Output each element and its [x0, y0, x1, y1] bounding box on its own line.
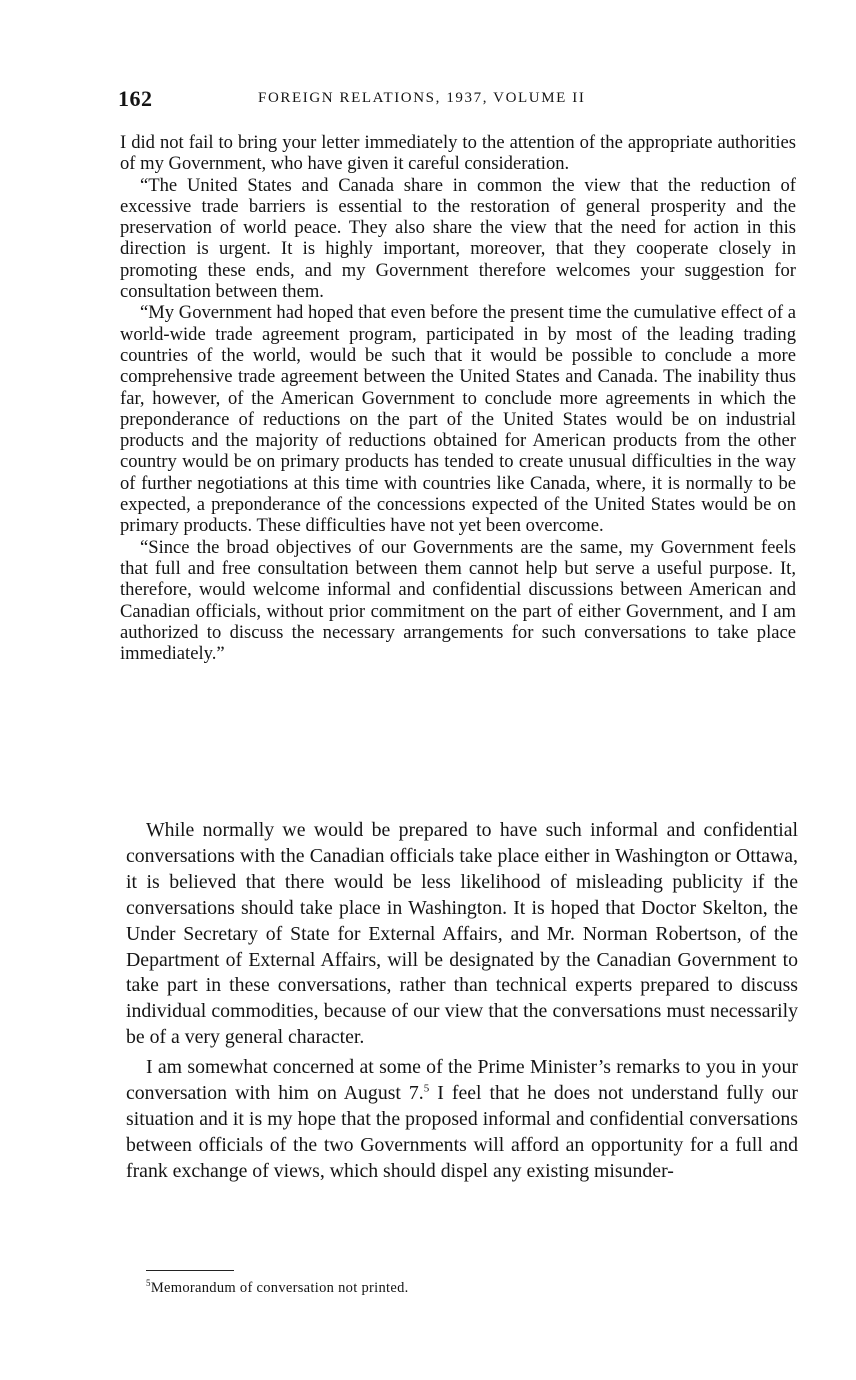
- quoted-paragraph: “Since the broad objectives of our Governments are the same, my Government feels that full and free consultation between them cannot help but serve a useful purpose. It, therefore, would welcome informal and confidential discussions between American and Canadian officials, without prior commitment on the part of either Government, and I am authorized to discuss the necessary arrangements for such conversations to take place immediately.”: [120, 536, 796, 665]
- footnote-marker: 5: [146, 1278, 151, 1289]
- quoted-paragraph: “My Government had hoped that even before the present time the cumulative effect of a world-wide trade agreement program, participated in by most of the leading trading countries of the world, would be such that it would be possible to conclude a more comprehensive trade agreement between the United States and Canada. The inability thus far, however, of the American Government to conclude more agreements in which the preponderance of reductions on the part of the United States would be on industrial products and the majority of reductions obtained for American products from the other country would be on primary products has tended to create unusual difficulties in the way of further negotiations at this time with countries like Canada, where, it is normally to be expected, a preponderance of the concessions expected of the United States would be on primary products. These difficulties have not yet been overcome.: [120, 302, 796, 537]
- running-head: FOREIGN RELATIONS, 1937, VOLUME II: [258, 90, 586, 106]
- quoted-paragraph: “The United States and Canada share in common the view that the reduction of excessive trade barriers is essential to the restoration of general prosperity and the preservation of world peace. They also share the view that the need for action in this direction is urgent. It is highly important, moreover, that they cooperate closely in promoting these ends, and my Government therefore welcomes your suggestion for consultation between them.: [120, 174, 796, 303]
- body-text: [126, 818, 798, 1185]
- body-paragraph: [126, 1055, 798, 1185]
- footnote-divider: [146, 1270, 234, 1271]
- footnote-reference: 5: [423, 1082, 430, 1095]
- quoted-paragraph: I did not fail to bring your letter immediately to the attention of the appropriate authorities of my Government, who have given it careful consideration.: [120, 132, 796, 175]
- quoted-letter: [120, 132, 796, 664]
- footnote-text: Memorandum of conversation not printed.: [150, 1280, 409, 1296]
- page-number: 162: [118, 86, 153, 111]
- footnote: [146, 1279, 409, 1297]
- body-paragraph-text: I feel that he does not understand fully our situation and it is my hope that the proposed informal and confidential conversations between officials of the two Governments will afford an opportunity for a full and frank exchange of views, which should dispel any existing misunder-: [126, 1082, 798, 1182]
- body-paragraph-text: I am somewhat concerned at some of the Prime Minister’s remarks to you in your conversation with him on August 7.: [126, 1056, 798, 1105]
- body-paragraph: While normally we would be prepared to have such informal and confidential conversations with the Canadian officials take place either in Washington or Ottawa, it is believed that there would be less likelihood of misleading publicity if the conversations should take place in Washington. It is hoped that Doctor Skelton, the Under Secretary of State for External Affairs, and Mr. Norman Robertson, of the Department of External Affairs, will be designated by the Canadian Government to take part in these conversations, rather than technical experts prepared to discuss individual commodities, because of our view that the conversations must necessarily be of a very general character.: [126, 819, 798, 1049]
- page-header: [118, 86, 798, 116]
